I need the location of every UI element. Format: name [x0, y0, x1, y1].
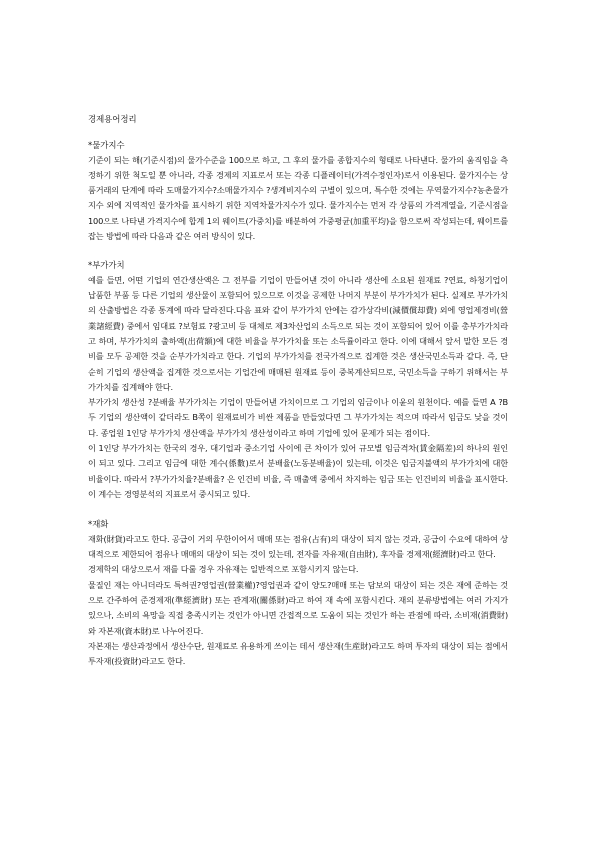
- paragraph: 재화(財貨)라고도 한다. 공급이 거의 무한이어서 매매 또는 점유(占有)의 대상이 되지 않는 것과, 공급이 수요에 대하여 상대적으로 제한되어 점유나 매매의 대상이 되는 것이 있는데, 전자를 자유재(自由財), 후자를 경제재(經濟財)라고 한다.: [88, 533, 508, 560]
- document-title: 경제용어정리: [88, 114, 137, 124]
- section-heading-value-added: *부가가치: [88, 260, 125, 271]
- section-value-added: [88, 259, 508, 502]
- paragraph: 부가가치 생산성 ?분배율 부가가치는 기업이 만들어낸 가치이므로 그 기업의 임금이나 이윤의 원천이다. 예를 들면 A ?B 두 기업의 생산액이 같더라도 B쪽이 원재료비가 비싼 제품을 만들었다면 그 부가가치는 적으며 따라서 임금도 낮을 것이다. 종업원 1인당 부가가치 생산액을 부가가치 생산성이라고 하며 기업에 있어 문제가 되는 점이다.: [88, 397, 508, 438]
- section-price-index: [88, 139, 508, 244]
- paragraph: 자본재는 생산과정에서 생산수단, 원재료로 유용하게 쓰이는 데서 생산재(生産財)라고도 하며 투자의 대상이 되는 점에서 투자재(投資財)라고도 한다.: [88, 640, 508, 667]
- paragraph: 기준이 되는 해(기준시점)의 물가수준을 100으로 하고, 그 후의 물가를 종합지수의 형태로 나타낸다. 물가의 움직임을 측정하기 위한 척도일 뿐 아니라, 각종 경제의 지표로서 또는 각종 디플레이터(가격수정인자)로서 이용된다. 물가지수는 상품거래의 단계에 따라 도매물가지수?소매물가지수 ?생계비지수의 구별이 있으며, 특수한 것에는 무역물가지수?농촌물가지수 외에 지역적인 물가차를 표시하기 위한 지역차물가지수가 있다. 물가지수는 먼저 각 상품의 가격계열을, 기준시점을 100으로 나타낸 가격지수에 합계 1의 웨이트(가중치)를 배분하여 가중평균(加重平均)을 함으로써 작성되는데, 웨이트를 잡는 방법에 따라 다음과 같은 여러 방식이 있다.: [88, 154, 508, 241]
- section-heading-price-index: *물가지수: [88, 140, 125, 150]
- section-spacer: [88, 244, 508, 259]
- section-spacer: [88, 502, 508, 518]
- paragraph: 경제학의 대상으로서 재를 다룰 경우 자유재는 일반적으로 포함시키지 않는다.: [88, 564, 359, 575]
- section-heading-goods: *재화: [88, 519, 109, 530]
- paragraph: 물질인 재는 아니더라도 특허권?영업권(營業權)?영업권과 같이 양도?매매 또는 담보의 대상이 되는 것은 재에 준하는 것으로 간주하여 준경제재(準經濟財) 또는 관계재(關係財)라고 하여 재 속에 포함시킨다. 재의 분류방법에는 여러 가지가 있으나, 소비의 욕망을 직접 충족시키는 것인가 아니면 간접적으로 도움이 되는 것인가 하는 관점에 따라, 소비재(消費財)와 자본재(資本財)로 나누어진다.: [88, 579, 508, 636]
- document-page: [88, 113, 508, 669]
- paragraph: 예를 들면, 어떤 기업의 연간생산액은 그 전부를 기업이 만들어낸 것이 아니라 생산에 소요된 원재료 ?연료, 하청기업이 납품한 부품 등 다른 기업의 생산물이 포함되어 있으므로 이것을 공제한 나머지 부분이 부가가치가 된다. 실제로 부가가치의 산출방법은 각종 통계에 따라 달라진다.다음 표와 같이 부가가치 안에는 감가상각비(減價償却費) 외에 영업제경비(營業諸經費) 중에서 임대료 ?보험료 ?광고비 등 대체로 제3차산업의 소득으로 되는 것이 포함되어 있어 이를 총부가가치라고 하며, 부가가치의 출하액(出荷額)에 대한 비율을 부가가치율 또는 소득률이라고 한다. 이에 대해서 앞서 말한 모든 경비를 모두 공제한 것을 순부가가치라고 한다. 기업의 부가가치를 전국가적으로 집계한 것은 생산국민소득과 같다. 즉, 단순히 기업의 생산액을 집계한 것으로서는 기업간에 매매된 원재료 등이 중복계산되므로, 국민소득을 구하기 위해서는 부가가치를 집계해야 한다.: [88, 274, 508, 392]
- paragraph: 이 1인당 부가가치는 한국의 경우, 대기업과 중소기업 사이에 큰 차이가 있어 규모별 임금격차(賃金隔差)의 하나의 원인이 되고 있다. 그리고 임금에 대한 계수(係數)로서 분배율(노동분배율)이 있는데, 이것은 임금지불액의 부가가치에 대한 비율이다. 따라서 ?부가가치율?분배율? 은 인건비 비율, 즉 매출액 중에서 차지하는 임금 또는 인건비의 비율을 표시한다. 이 계수는 경영분석의 지표로서 중시되고 있다.: [88, 443, 508, 499]
- section-goods: [88, 518, 508, 669]
